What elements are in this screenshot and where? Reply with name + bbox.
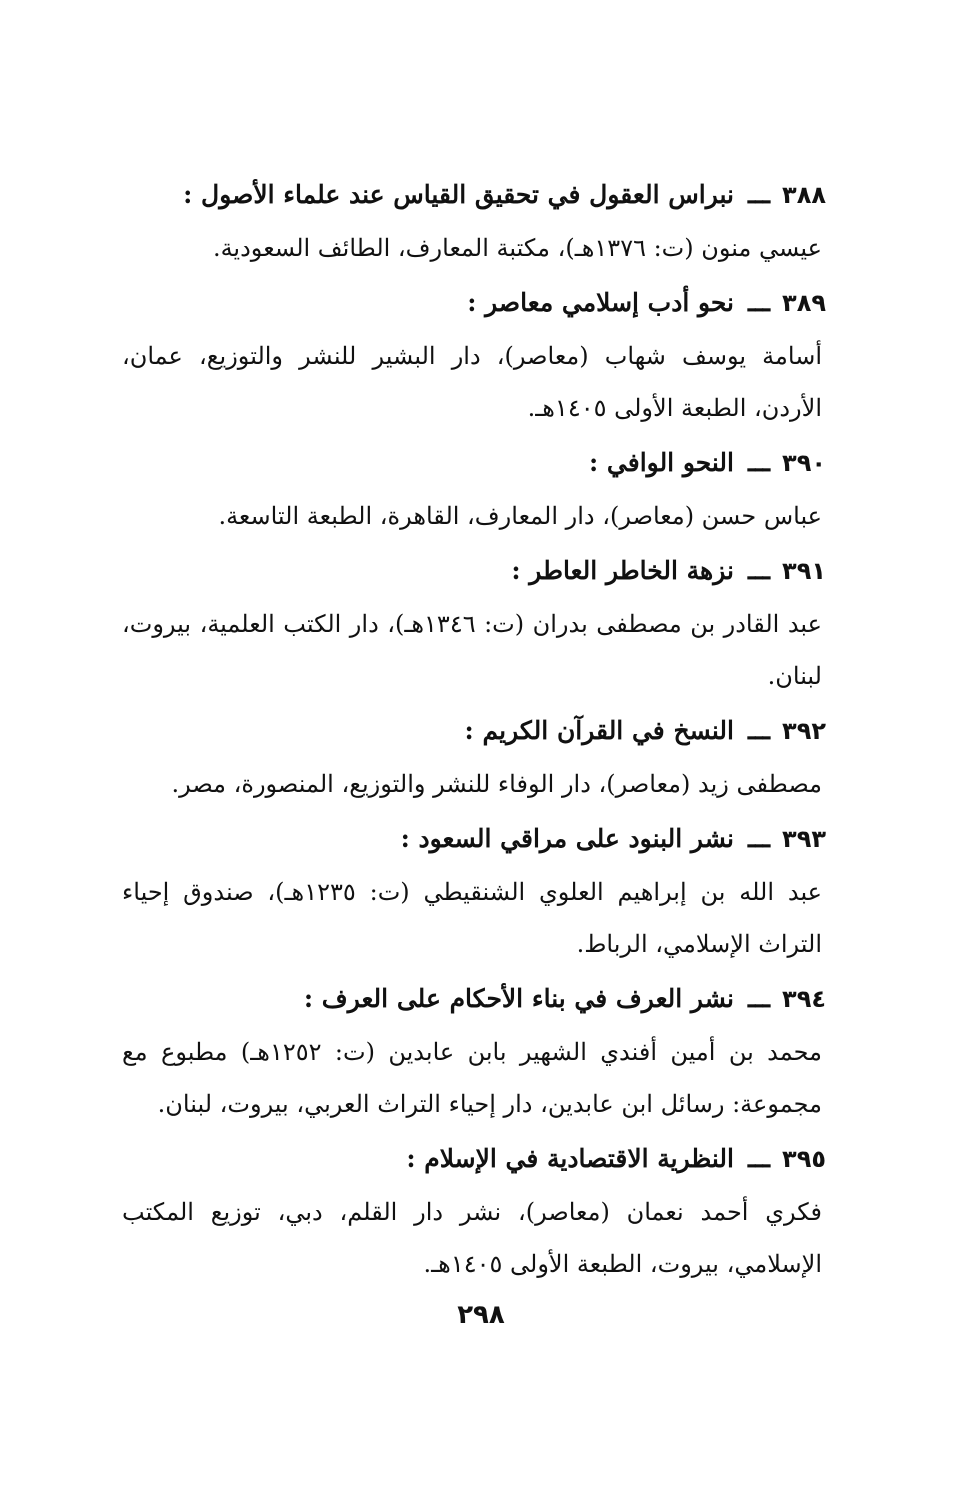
entry-details: عبد الله بن إبراهيم العلوي الشنقيطي (ت: ١٢٣٥هـ)، صندوق إحياء التراث الإسلامي، الرباط. bbox=[122, 878, 823, 958]
entry-title: النظرية الاقتصادية في الإسلام : bbox=[406, 1144, 734, 1173]
entry-heading bbox=[122, 972, 826, 1026]
entry-number: ٣٩٥ bbox=[782, 1145, 826, 1173]
entry-dash: ـــ bbox=[748, 984, 770, 1013]
entry-heading bbox=[122, 1132, 826, 1186]
entry-title: نحو أدب إسلامي معاصر : bbox=[467, 288, 734, 317]
entry-title: نشر البنود على مراقي السعود : bbox=[400, 824, 734, 853]
entry-title: النسخ في القرآن الكريم : bbox=[464, 716, 734, 745]
entry-number: ٣٩١ bbox=[782, 557, 826, 585]
entry-details: عبد القادر بن مصطفى بدران (ت: ١٣٤٦هـ)، دار الكتب العلمية، بيروت، لبنان. bbox=[122, 610, 822, 690]
entry-title: نبراس العقول في تحقيق القياس عند علماء الأصول : bbox=[183, 180, 734, 209]
bibliography-entry bbox=[122, 972, 826, 1130]
entry-heading bbox=[122, 168, 826, 222]
page-number: ٢٩٨ bbox=[457, 1300, 505, 1330]
entry-details: محمد بن أمين أفندي الشهير بابن عابدين (ت: ١٢٥٢هـ) مطبوع مع مجموعة: رسائل ابن عابدين، دار إحياء التراث العربي، بيروت، لبنان. bbox=[122, 1038, 822, 1118]
entry-number: ٣٩٤ bbox=[782, 985, 826, 1013]
bibliography-list bbox=[122, 168, 826, 1290]
entry-heading bbox=[122, 812, 826, 866]
entry-title: نشر العرف في بناء الأحكام على العرف : bbox=[303, 984, 734, 1013]
entry-dash: ـــ bbox=[748, 1144, 770, 1173]
entry-dash: ـــ bbox=[748, 824, 770, 853]
entry-dash: ـــ bbox=[748, 288, 770, 317]
entry-dash: ـــ bbox=[748, 556, 770, 585]
entry-title: نزهة الخاطر العاطر : bbox=[511, 556, 734, 585]
entry-number: ٣٩٢ bbox=[782, 717, 826, 745]
entry-details: عباس حسن (معاصر)، دار المعارف، القاهرة، الطبعة التاسعة. bbox=[218, 502, 822, 530]
entry-heading bbox=[122, 436, 826, 490]
entry-dash: ـــ bbox=[748, 448, 770, 477]
entry-title: النحو الوافي : bbox=[588, 448, 734, 477]
entry-details: مصطفى زيد (معاصر)، دار الوفاء للنشر والتوزيع، المنصورة، مصر. bbox=[171, 770, 822, 798]
entry-dash: ـــ bbox=[748, 180, 770, 209]
entry-details: عيسي منون (ت: ١٣٧٦هـ)، مكتبة المعارف، الطائف السعودية. bbox=[212, 234, 822, 262]
entry-heading bbox=[122, 704, 826, 758]
entry-details: أسامة يوسف شهاب (معاصر)، دار البشير للنشر والتوزيع، عمان، الأردن، الطبعة الأولى ١٤٠٥هـ. bbox=[122, 342, 822, 422]
entry-number: ٣٨٩ bbox=[782, 289, 826, 317]
entry-dash: ـــ bbox=[748, 716, 770, 745]
bibliography-entry bbox=[122, 1132, 826, 1290]
bibliography-entry bbox=[122, 544, 826, 702]
entry-number: ٣٩٠ bbox=[782, 449, 826, 477]
entry-number: ٣٨٨ bbox=[782, 181, 826, 209]
bibliography-entry bbox=[122, 168, 826, 274]
entry-heading bbox=[122, 276, 826, 330]
bibliography-entry bbox=[122, 812, 826, 970]
bibliography-entry bbox=[122, 436, 826, 542]
entry-number: ٣٩٣ bbox=[782, 825, 826, 853]
bibliography-entry bbox=[122, 276, 826, 434]
bibliography-entry bbox=[122, 704, 826, 810]
entry-details: فكري أحمد نعمان (معاصر)، نشر دار القلم، دبي، توزيع المكتب الإسلامي، بيروت، الطبعة الأولى ١٤٠٥هـ. bbox=[122, 1198, 822, 1278]
entry-heading bbox=[122, 544, 826, 598]
